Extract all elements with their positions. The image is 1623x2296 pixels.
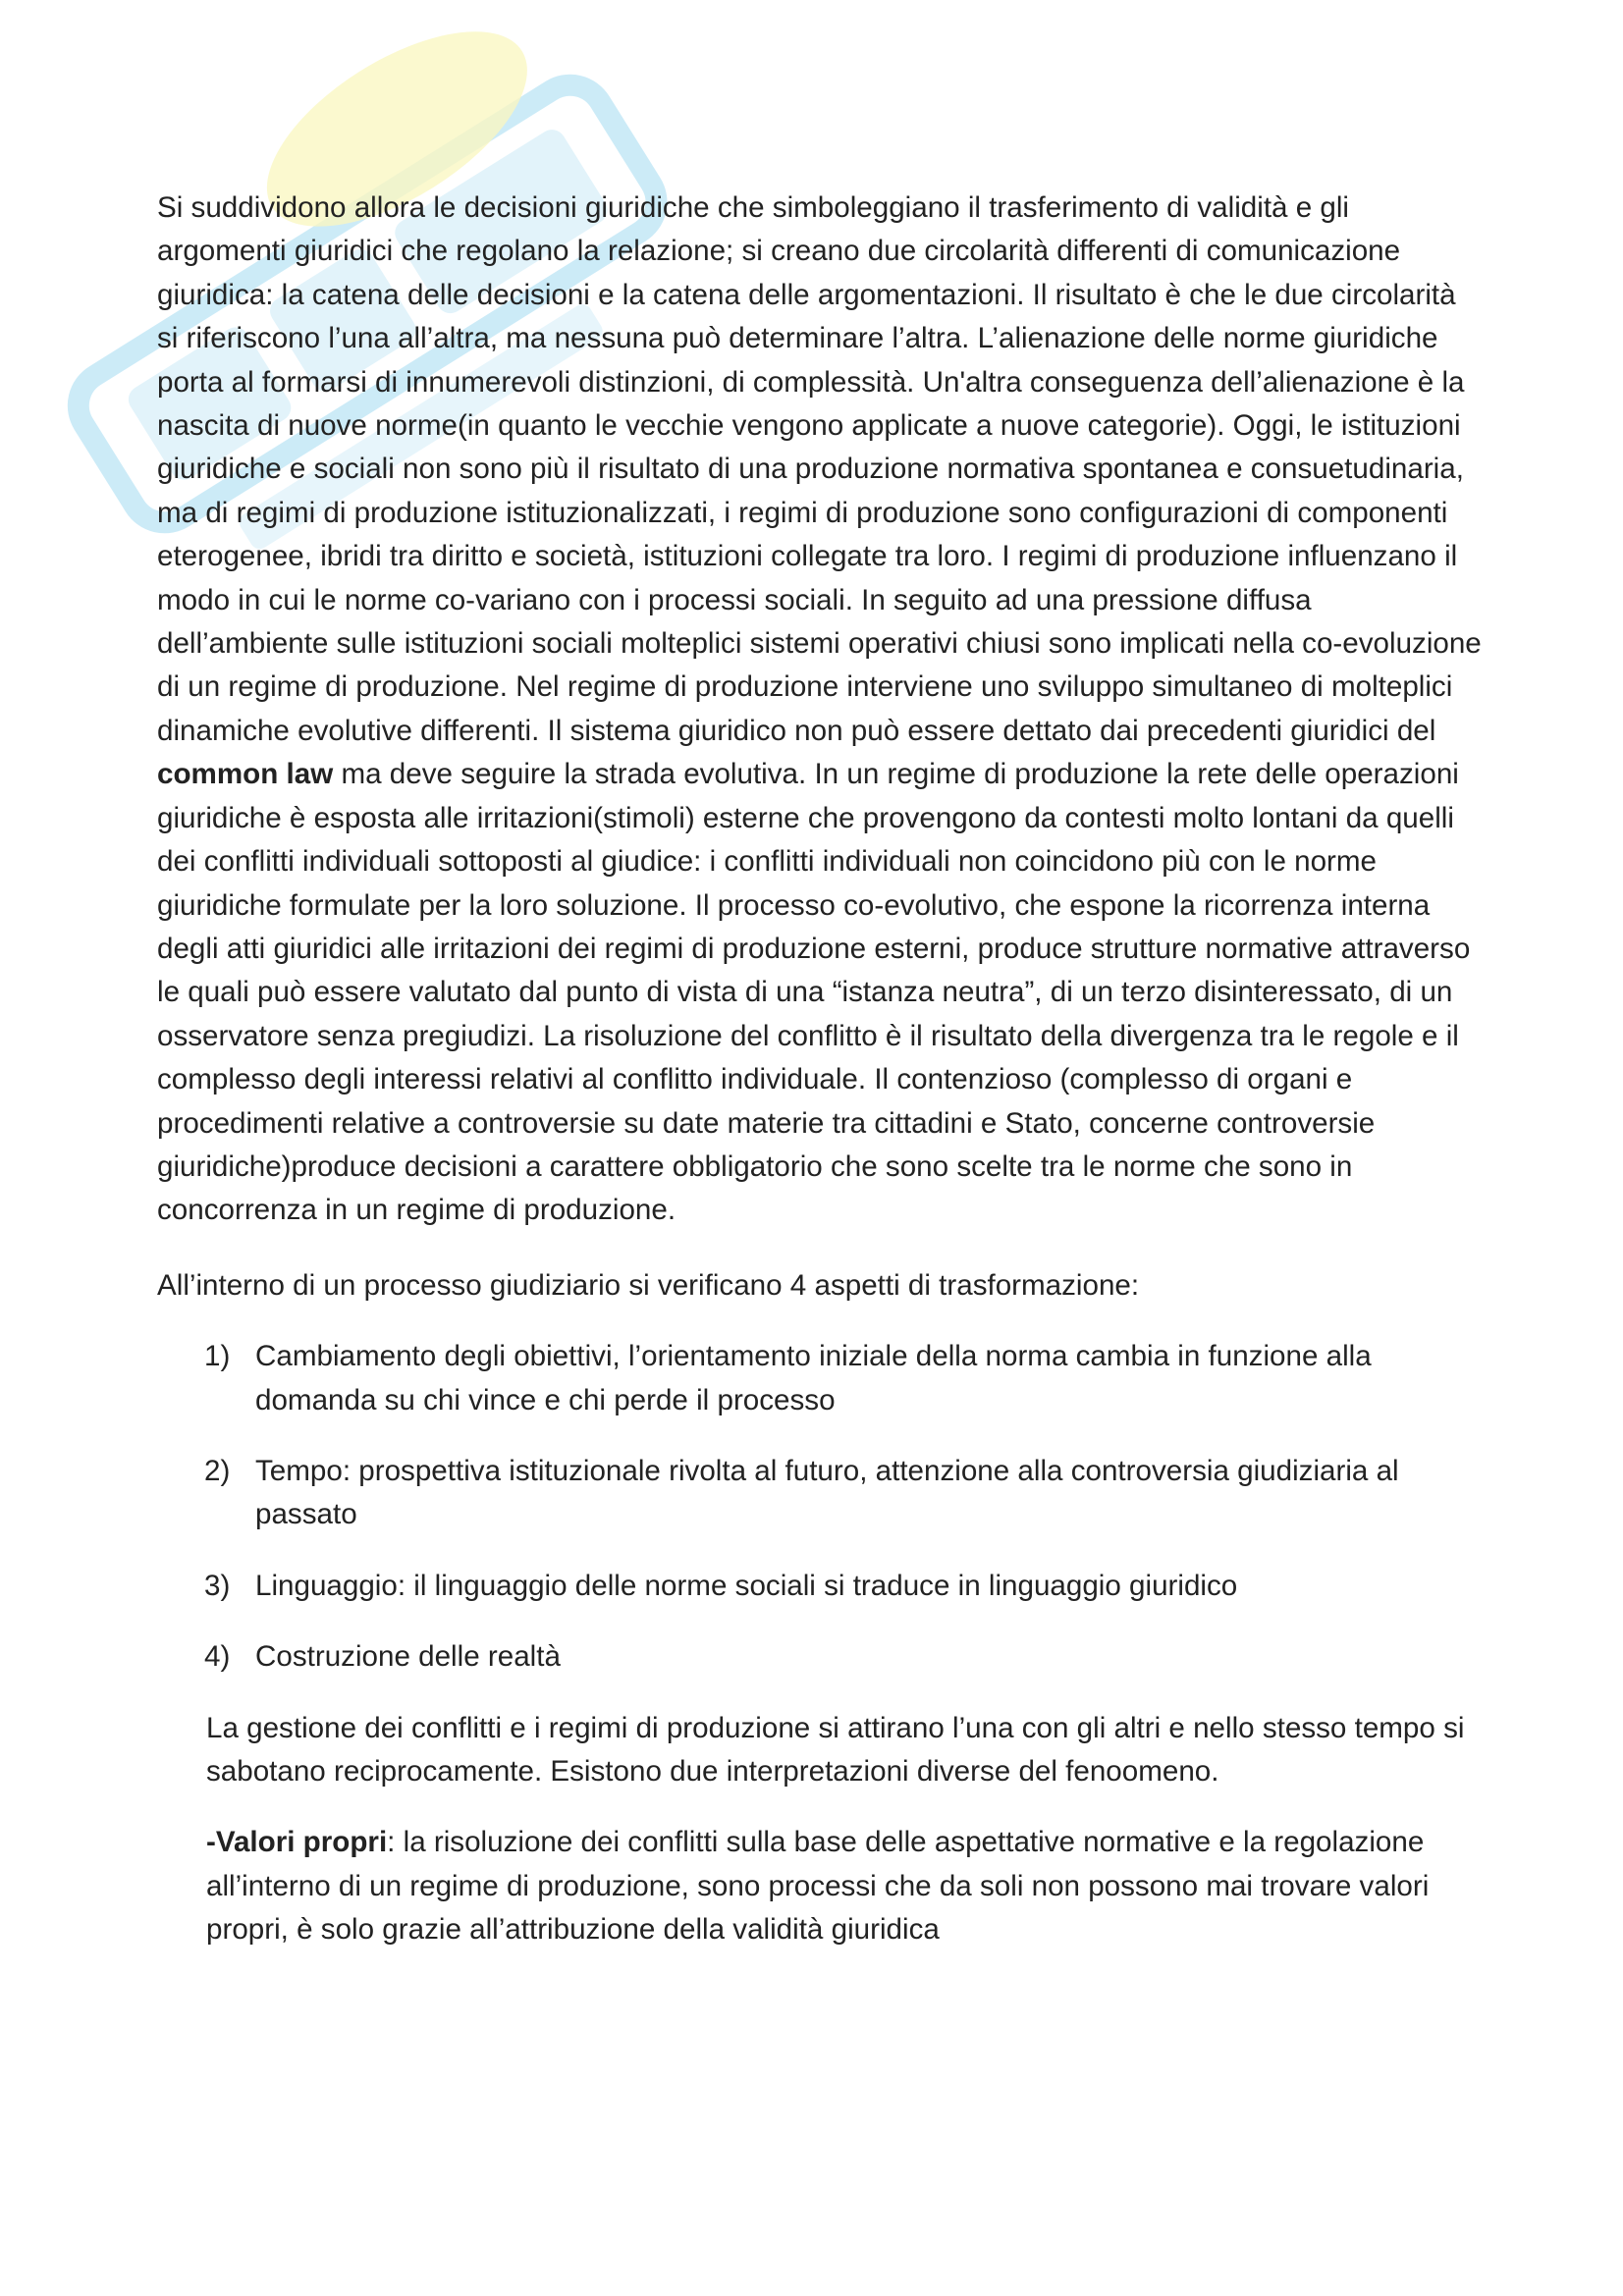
list-item xyxy=(204,1450,1485,1537)
list-item-number: 1) xyxy=(204,1340,231,1373)
list-item xyxy=(204,1635,1485,1679)
list-item-number: 2) xyxy=(204,1454,231,1487)
values-text: : la risoluzione dei conflitti sulla base delle aspettative normative e la regolazione all’interno di un regime di produzione, sono processi che da soli non possono mai trovare valori propri, è solo grazie all’attribuzione della validità giuridica xyxy=(206,1826,1430,1947)
list-item-text: Tempo: prospettiva istituzionale rivolta al futuro, attenzione alla controversia giudiziaria al passato xyxy=(255,1454,1399,1531)
document-page xyxy=(157,187,1485,1952)
values-paragraph xyxy=(206,1821,1485,1951)
values-label: -Valori propri xyxy=(206,1826,388,1859)
list-item xyxy=(204,1565,1485,1608)
list-item-number: 3) xyxy=(204,1569,231,1602)
main-paragraph-text-1: Si suddividono allora le decisioni giuridiche che simboleggiano il trasferimento di validità e gli argomenti giuridici che regolano la relazione; si creano due circolarità differenti di comunicazione giuridica: la catena delle decisioni e la catena delle argomentazioni. Il risultato è che le due circolarità si riferiscono l’una all’altra, ma nessuna può determinare l’altra. L’alienazione delle norme giuridiche porta al formarsi di innumerevoli distinzioni, di complessità. Un'altra conseguenza dell’alienazione è la nascita di nuove norme(in quanto le vecchie vengono applicate a nuove categorie). Oggi, le istituzioni giuridiche e sociali non sono più il risultato di una produzione normativa spontanea e consuetudinaria, ma di regimi di produzione istituzionalizzati, i regimi di produzione sono configurazioni di componenti eterogenee, ibridi tra diritto e società, istituzioni collegate tra loro. I regimi di produzione influenzano il modo in cui le norme co-variano con i processi sociali. In seguito ad una pressione diffusa dell’ambiente sulle istituzioni sociali molteplici sistemi operativi chiusi sono implicati nella co-evoluzione di un regime di produzione. Nel regime di produzione interviene uno sviluppo simultaneo di molteplici dinamiche evolutive differenti. Il sistema giuridico non può essere dettato dai precedenti giuridici del xyxy=(157,191,1482,747)
list-item-text: Linguaggio: il linguaggio delle norme sociali si traduce in linguaggio giuridico xyxy=(255,1569,1238,1602)
main-paragraph xyxy=(157,187,1485,1233)
list-item-text: Cambiamento degli obiettivi, l’orientamento iniziale della norma cambia in funzione alla domanda su chi vince e chi perde il processo xyxy=(255,1340,1372,1416)
main-paragraph-text-2: ma deve seguire la strada evolutiva. In un regime di produzione la rete delle operazioni giuridiche è esposta alle irritazioni(stimoli) esterne che provengono da contesti molto lontani da quelli dei conflitti individuali sottoposti al giudice: i conflitti individuali non coincidono più con le norme giuridiche formulate per la loro soluzione. Il processo co-evolutivo, che espone la ricorrenza interna degli atti giuridici alle irritazioni dei regimi di produzione esterni, produce strutture normative attraverso le quali può essere valutato dal punto di vista di una “istanza neutra”, di un terzo disinteressato, di un osservatore senza pregiudizi. La risoluzione del conflitto è il risultato della divergenza tra le regole e il complesso degli interessi relativi al conflitto individuale. Il contenzioso (complesso di organi e procedimenti relative a controversie su date materie tra cittadini e Stato, concerne controversie giuridiche)produce decisioni a carattere obbligatorio che sono scelte tra le norme che sono in concorrenza in un regime di produzione. xyxy=(157,758,1471,1227)
aspects-list xyxy=(157,1335,1485,1679)
common-law-term: common law xyxy=(157,758,334,791)
list-item-text: Costruzione delle realtà xyxy=(255,1640,561,1674)
list-item xyxy=(204,1335,1485,1422)
list-intro: All’interno di un processo giudiziario si verificano 4 aspetti di trasformazione: xyxy=(157,1268,1140,1302)
list-item-number: 4) xyxy=(204,1640,231,1674)
closing-paragraph: La gestione dei conflitti e i regimi di produzione si attirano l’una con gli altri e nello stesso tempo si sabotano reciprocamente. Esistono due interpretazioni diverse del fenoomeno. xyxy=(206,1711,1465,1788)
